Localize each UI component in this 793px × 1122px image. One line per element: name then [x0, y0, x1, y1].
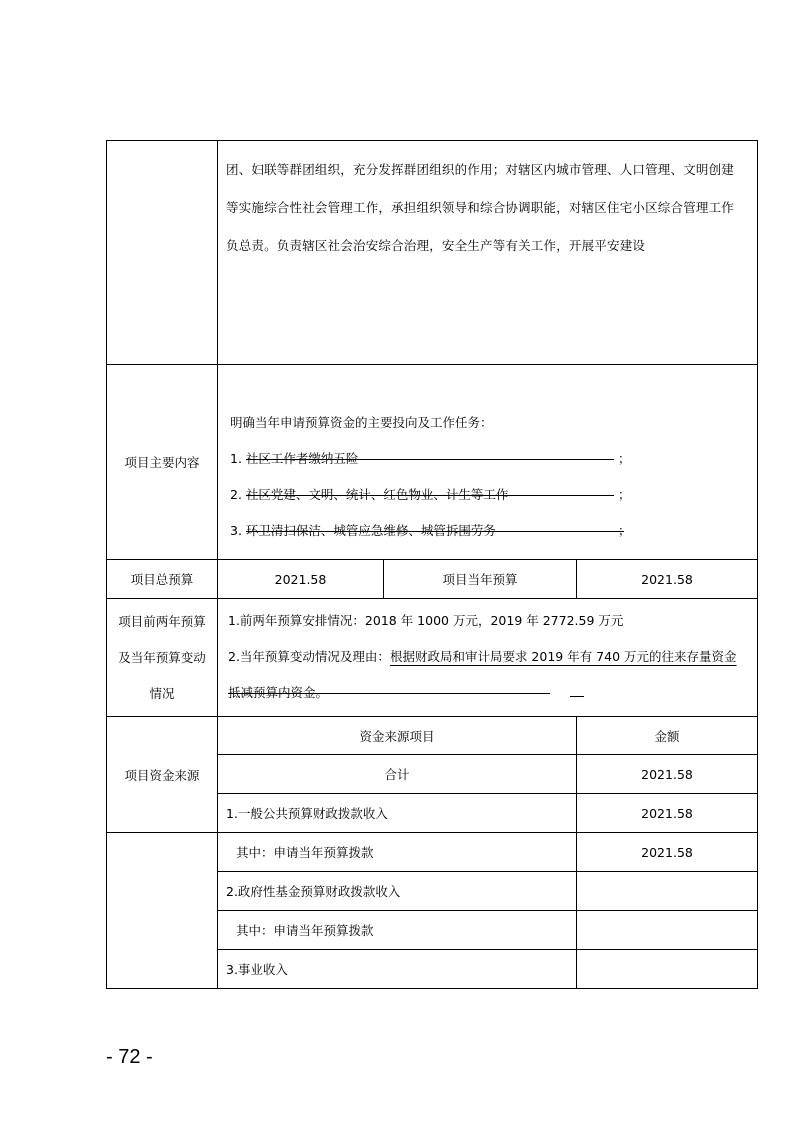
- task-3: [230, 513, 757, 549]
- budget-change-line-2: [228, 639, 753, 675]
- duties-line-3: 负总责。负责辖区社会治安综合治理，安全生产等有关工作，开展平安建设: [226, 238, 646, 253]
- budget-change-reason-text: 根据财政局和审计局要求 2019 年有 740 万元的往来存量资金: [389, 649, 737, 664]
- budget-change-reason-label: 2.当年预算变动情况及理由：: [228, 649, 390, 664]
- current-budget-label: 项目当年预算: [384, 560, 577, 599]
- task-3-end: ；: [618, 523, 631, 538]
- funding-row-6-amount: [577, 950, 758, 989]
- budget-change-cell: [218, 599, 758, 717]
- duties-row: [107, 141, 758, 365]
- total-budget-label: 项目总预算: [107, 560, 218, 599]
- budget-row: [107, 560, 758, 599]
- project-table: [106, 140, 758, 989]
- budget-change-reason-cont: 抵减预算内资金。: [228, 685, 329, 700]
- task-1-number: 1.: [230, 451, 242, 466]
- trailing-underline: [570, 678, 584, 697]
- duties-text-cell: [218, 141, 758, 365]
- funding-row-5-item: 其中：申请当年预算拨款: [218, 911, 577, 950]
- funding-row-3-item: 其中：申请当年预算拨款: [218, 833, 577, 872]
- budget-change-label: [107, 599, 218, 717]
- page-number: - 72 -: [106, 1046, 153, 1068]
- funding-row-1-item: 合计: [218, 755, 577, 794]
- main-content-intro: 明确当年申请预算资金的主要投向及工作任务：: [230, 415, 493, 430]
- funding-row-6-item: 3.事业收入: [218, 950, 577, 989]
- funding-amount-header: 金额: [577, 717, 758, 755]
- task-1: [230, 441, 757, 477]
- main-content-row: [107, 365, 758, 560]
- funding-continuation-cell: [107, 833, 218, 989]
- task-1-end: ；: [618, 451, 631, 466]
- main-content-cell: [218, 365, 758, 560]
- budget-change-line-1: 1.前两年预算安排情况：2018 年 1000 万元，2019 年 2772.59 万元: [228, 613, 624, 628]
- task-2-end: ；: [618, 487, 631, 502]
- task-2-number: 2.: [230, 487, 242, 502]
- duties-line-1: 团、妇联等群团组织，充分发挥群团组织的作用；对辖区内城市管理、人口管理、文明创建: [226, 162, 735, 177]
- funding-source-label: 项目资金来源: [107, 717, 218, 833]
- task-2-text: 社区党建、文明、统计、红色物业、计生等工作: [245, 487, 509, 502]
- budget-change-label-1: 项目前两年预算: [118, 613, 206, 629]
- funding-header-row: [107, 717, 758, 755]
- total-budget-value: 2021.58: [218, 560, 384, 599]
- funding-row-4-item: 2.政府性基金预算财政拨款收入: [218, 872, 577, 911]
- duties-line-2: 等实施综合性社会管理工作，承担组织领导和综合协调职能，对辖区住宅小区综合管理工作: [226, 200, 735, 215]
- budget-change-label-2: 及当年预算变动: [118, 649, 206, 665]
- task-3-number: 3.: [230, 523, 242, 538]
- funding-row-2-amount: 2021.58: [577, 794, 758, 833]
- funding-row-3-amount: 2021.58: [577, 833, 758, 872]
- funding-row-3: [107, 833, 758, 872]
- task-3-text: 环卫清扫保洁、城管应急维修、城管拆围劳务: [245, 523, 496, 538]
- task-2: [230, 477, 757, 513]
- budget-change-label-3: 情况: [149, 685, 175, 701]
- funding-row-1-amount: 2021.58: [577, 755, 758, 794]
- funding-row-2-item: 1.一般公共预算财政拨款收入: [218, 794, 577, 833]
- budget-change-line-3: [228, 675, 753, 711]
- task-1-text: 社区工作者缴纳五险: [245, 451, 359, 466]
- current-budget-value: 2021.58: [577, 560, 758, 599]
- funding-row-4-amount: [577, 872, 758, 911]
- budget-change-row: [107, 599, 758, 717]
- main-content-label: 项目主要内容: [107, 365, 218, 560]
- funding-row-5-amount: [577, 911, 758, 950]
- funding-item-header: 资金来源项目: [218, 717, 577, 755]
- duties-label-cell: [107, 141, 218, 365]
